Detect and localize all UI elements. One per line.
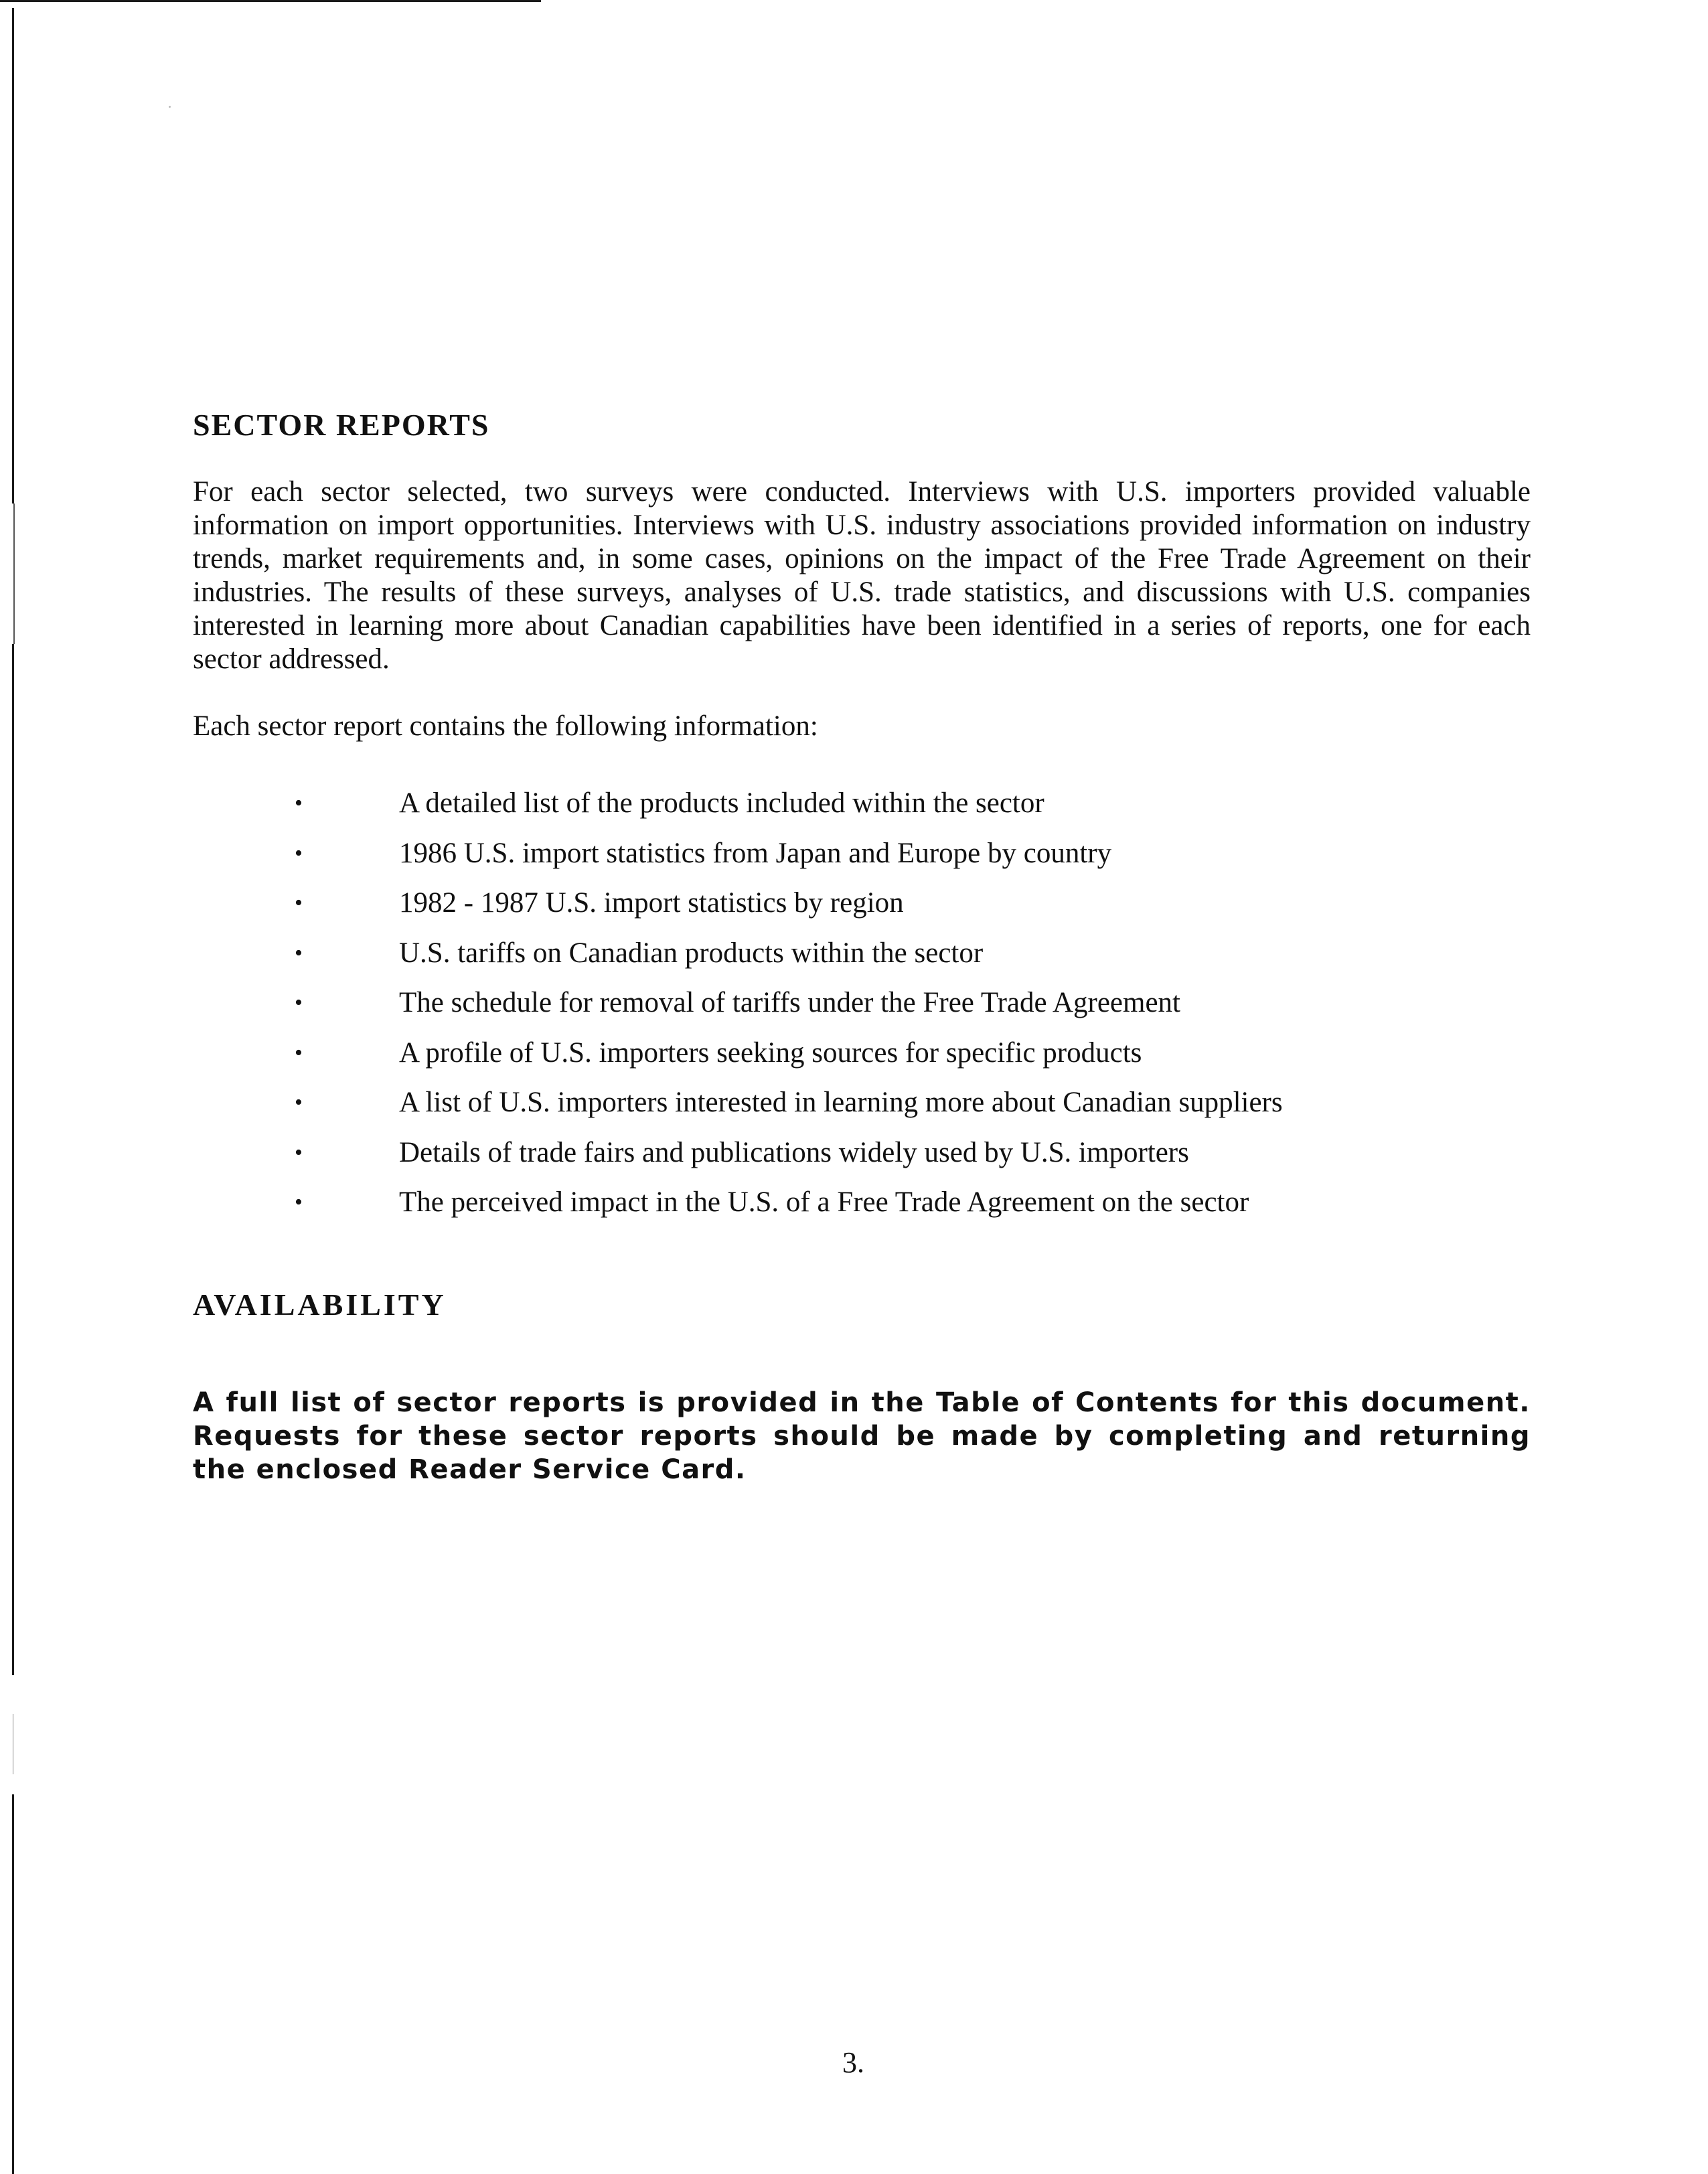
list-item	[193, 886, 1532, 937]
scan-left-edge	[12, 1794, 14, 2174]
list-item-text: Details of trade fairs and publications widely used by U.S. importers	[399, 1136, 1189, 1168]
list-item-text: The perceived impact in the U.S. of a Free Trade Agreement on the sector	[399, 1186, 1249, 1218]
list-item-text: The schedule for removal of tariffs under the Free Trade Agreement	[399, 987, 1180, 1018]
scan-left-edge	[12, 8, 14, 503]
bullet-icon: •	[295, 1040, 303, 1065]
list-item-text: A list of U.S. importers interested in learning more about Canadian suppliers	[399, 1087, 1283, 1118]
list-item	[193, 937, 1532, 987]
list-item-text: 1982 - 1987 U.S. import statistics by region	[399, 887, 904, 919]
list-item	[193, 1136, 1532, 1186]
list-item-text: A profile of U.S. importers seeking sources for specific products	[399, 1036, 1142, 1069]
section-heading-availability: AVAILABILITY	[193, 1288, 447, 1322]
intro-paragraph: For each sector selected, two surveys were conducted. Interviews with U.S. importers provided valuable information on import opportunities. Interviews with U.S. industry associations provided information on industry trends, market requirements and, in some cases, opinions on the impact of the Free Trade Agreement on their industries. The results of these surveys, analyses of U.S. trade statistics, and discussions with U.S. companies interested in learning more about Canadian capabilities have been identified in a series of reports, one for each sector addressed.	[193, 476, 1531, 675]
list-item	[193, 986, 1532, 1036]
list-item	[193, 837, 1532, 887]
bullet-icon: •	[295, 1090, 303, 1115]
list-item-text: A detailed list of the products included within the sector	[399, 787, 1044, 819]
bullet-icon: •	[295, 1190, 303, 1215]
bullet-icon: •	[295, 940, 303, 965]
contents-lead-paragraph: Each sector report contains the following information:	[193, 710, 818, 742]
list-item-text: 1986 U.S. import statistics from Japan and Europe by country	[399, 837, 1112, 869]
scan-left-edge	[12, 644, 14, 1675]
list-item	[193, 1036, 1532, 1087]
list-item	[193, 1186, 1532, 1236]
bullet-icon: •	[295, 840, 303, 866]
list-item	[193, 1086, 1532, 1136]
page-number: 3.	[842, 2046, 864, 2079]
bullet-icon: •	[295, 990, 303, 1015]
list-item	[193, 787, 1532, 837]
bullet-icon: •	[295, 791, 303, 816]
bullet-icon: •	[295, 890, 303, 915]
report-contents-list	[193, 787, 1532, 1236]
availability-paragraph: A full list of sector reports is provided in the Table of Contents for this document. Requests for these sector reports should be made by completing and returning the enclosed Reader Service Card.	[193, 1387, 1531, 1485]
section-heading-sector-reports: SECTOR REPORTS	[193, 408, 490, 442]
list-item-text: U.S. tariffs on Canadian products within the sector	[399, 937, 984, 969]
scan-left-edge	[13, 503, 15, 644]
scan-speck	[169, 106, 171, 108]
bullet-icon: •	[295, 1140, 303, 1165]
scan-top-rule	[0, 0, 541, 2]
